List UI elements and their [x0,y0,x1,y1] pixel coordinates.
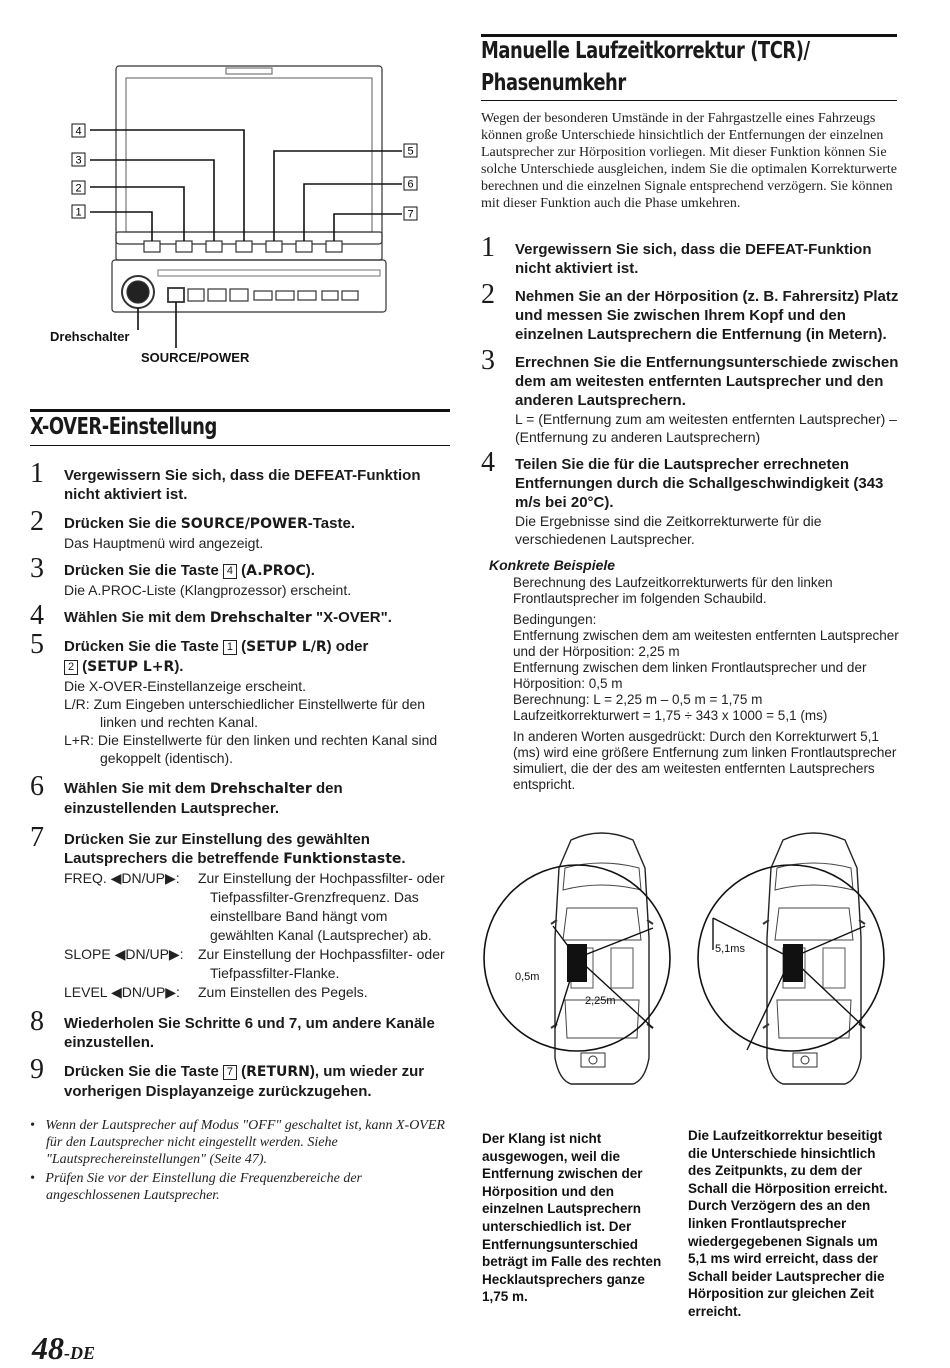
xover-step-9: 9 Drücken Sie die Taste 7 (RETURN), um wieder zur vorherigen Displayanzeige zurückzugehen. [30,1054,425,1100]
option-level: LEVEL ◀DN/UP▶: Zum Einstellen des Pegels. [64,984,368,1000]
page-number: 48-DE [32,1330,95,1366]
xover-title: X-OVER-Einstellung [30,414,217,440]
xover-step-3: 3 Drücken Sie die Taste 4 (A.PROC). Die A.PROC-Liste (Klangprozessor) erscheint. [30,553,352,598]
car-diagrams [481,828,921,1098]
tcr-intro: Wegen der besonderen Umstände in der Fahrgastzelle eines Fahrzeugs können große Unterschiede hinsichtlich der Entfernungen der einzelnen Lautsprecher zur Hörposition vorliegen. Mit dieser Funktion können Sie solche Unterschiede ausgleichen, indem Sie die optimalen Korrekturwerte berechnen und die einzelnen Signale entsprechend verzögern. Sie können mit dieser Funktion auch die Phase umkehren. [481,111,897,211]
caption-right: Die Laufzeitkorrektur beseitigt die Unterschiede hinsichtlich des Zeitpunkts, zu dem der Schall die Hörposition erreicht. Durch Verzögern des an den linken Frontlautsprecher wiedergegebenen Signals um 5,1 ms wird erreicht, dass der Schall beider Lautsprecher die Hörposition zur gleichen Zeit erreicht. [688,1128,888,1319]
caption-left: Der Klang ist nicht ausgewogen, weil die Entfernung zwischen der Hörposition und den einzelnen Lautsprechern unterschiedlich ist. Der Entfernungsunterschied beträgt im Falle des rechten Hecklautsprechers ganze 1,75 m. [482,1131,662,1305]
tcr-step-1: 1 Vergewissern Sie sich, dass die DEFEAT-Funktion nicht aktiviert ist. [481,232,872,277]
examples-heading: Konkrete Beispiele [489,557,616,573]
tcr-steps [481,232,901,798]
label-delay-51: 5,1ms [715,943,745,955]
xover-steps [30,458,450,1206]
xover-notes [30,1117,450,1204]
xover-step-8: 8 Wiederholen Sie Schritte 6 und 7, um andere Kanäle einzustellen. [30,1006,435,1051]
note-item: • Prüfen Sie vor der Einstellung die Frequenzbereiche der angeschlossenen Lautsprecher. [30,1171,363,1203]
xover-step-6: 6 Wählen Sie mit dem Drehschalter den einzustellenden Lautsprecher. [30,771,343,817]
callout-3: 3 [75,154,82,167]
xover-step-5: 5 Drücken Sie die Taste 1 (SETUP L/R) oder 2 (SETUP L+R). Die X-OVER-Einstellanzeige erscheint. L/R: Zum Eingeben unterschiedlicher Einstellwerte für den linken und rechten Kanal. L+R: Die Einstellwerte für den linken und rechten Kanal sind gekoppelt (identisch). [30,629,438,766]
xover-step-1: 1 Vergewissern Sie sich, dass die DEFEAT-Funktion nicht aktiviert ist. [30,458,421,503]
callout-5: 5 [407,145,414,158]
example-paragraph: In anderen Worten ausgedrückt: Durch den Korrekturwert 5,1 (ms) wird eine größere Entfernung zum linken Frontlautsprecher simuliert, die der des am weitesten entfernten Lautsprechers entspricht. [513,729,897,792]
option-slope: SLOPE ◀DN/UP▶: Zur Einstellung der Hochpassfilter- oder Tiefpassfilter-Flanke. [64,946,445,981]
xover-step-4: 4 Wählen Sie mit dem Drehschalter "X-OVER". [30,600,392,631]
device-illustration [40,60,450,370]
label-distance-225: 2,25m [585,995,616,1007]
label-drehschalter: Drehschalter [50,329,130,344]
tcr-step-4: 4 Teilen Sie die für die Lautsprecher errechneten Entfernungen durch die Schallgeschwindigkeit (343 m/s bei 20°C). Die Ergebnisse sind die Zeitkorrekturwerte für die verschiedenen Lautsprecher. [481,447,884,547]
tcr-step-3: 3 Errechnen Sie die Entfernungsunterschiede zwischen dem am weitesten entfernten Lautsprecher und den anderen Lautsprechern. L = (Entfernung zum am weitesten entfernten Lautsprecher) – (Entfernung zu anderen Lautsprechern) [481,345,899,445]
label-source-power: SOURCE/POWER [141,350,250,365]
button-4-box: 4 [223,564,237,579]
tcr-title-line2: Phasenumkehr [481,70,626,96]
callout-2: 2 [75,182,82,195]
tcr-step-2: 2 Nehmen Sie an der Hörposition (z. B. Fahrersitz) Platz und messen Sie zwischen Ihrem Kopf und den einzelnen Lautsprechern die Entfernung (in Metern). [481,279,899,343]
label-distance-05: 0,5m [515,971,540,983]
tcr-title-line1: Manuelle Laufzeitkorrektur (TCR)/ [481,38,810,64]
callout-7: 7 [407,208,414,221]
callout-1: 1 [75,206,82,219]
xover-step-2: 2 Drücken Sie die SOURCE/POWER-Taste. Das Hauptmenü wird angezeigt. [30,506,355,551]
callout-6: 6 [407,178,414,191]
example-paragraph: Bedingungen: Entfernung zwischen dem am weitesten entfernten Lautsprecher und der Hörposition: 2,25 m Entfernung zwischen dem linken Frontlautsprecher und der Hörposition: 0,5 m Berechnung: L = 2,25 m – 0,5 m = 1,75 m Laufzeitkorrekturwert = 1,75 ÷ 343 x 1000 = 5,1 (ms) [513,612,899,723]
callout-4: 4 [75,125,82,138]
option-freq: FREQ. ◀DN/UP▶: Zur Einstellung der Hochpassfilter- oder Tiefpassfilter-Grenzfrequenz. Das einstellbare Band hängt vom gewählten Kanal (Lautsprecher) ab. [64,870,445,943]
example-paragraph: Berechnung des Laufzeitkorrekturwerts für den linken Frontlautsprecher im folgenden Schaubild. [513,575,833,606]
note-item: • Wenn der Lautsprecher auf Modus "OFF" geschaltet ist, kann X-OVER für den Lautsprecher nicht eingestellt werden. Siehe "Lautsprechereinstellungen" (Seite 47). [30,1118,445,1167]
xover-step-7: 7 Drücken Sie zur Einstellung des gewählten Lautsprechers die betreffende Funktionstaste. FREQ. ◀DN/UP▶: Zur Einstellung der Hochpassfilter- oder Tiefpassfilter-Grenzfrequenz. Das einstellbare Band hängt vom gewählten Kanal (Lautsprecher) ab. SLOPE ◀DN/UP▶: Zur Einstellung der Hochpassfilter- oder Tiefpassfilter-Flanke. LEVEL ◀DN/UP▶: Zum Einstellen des Pegels. [30,830,450,1002]
